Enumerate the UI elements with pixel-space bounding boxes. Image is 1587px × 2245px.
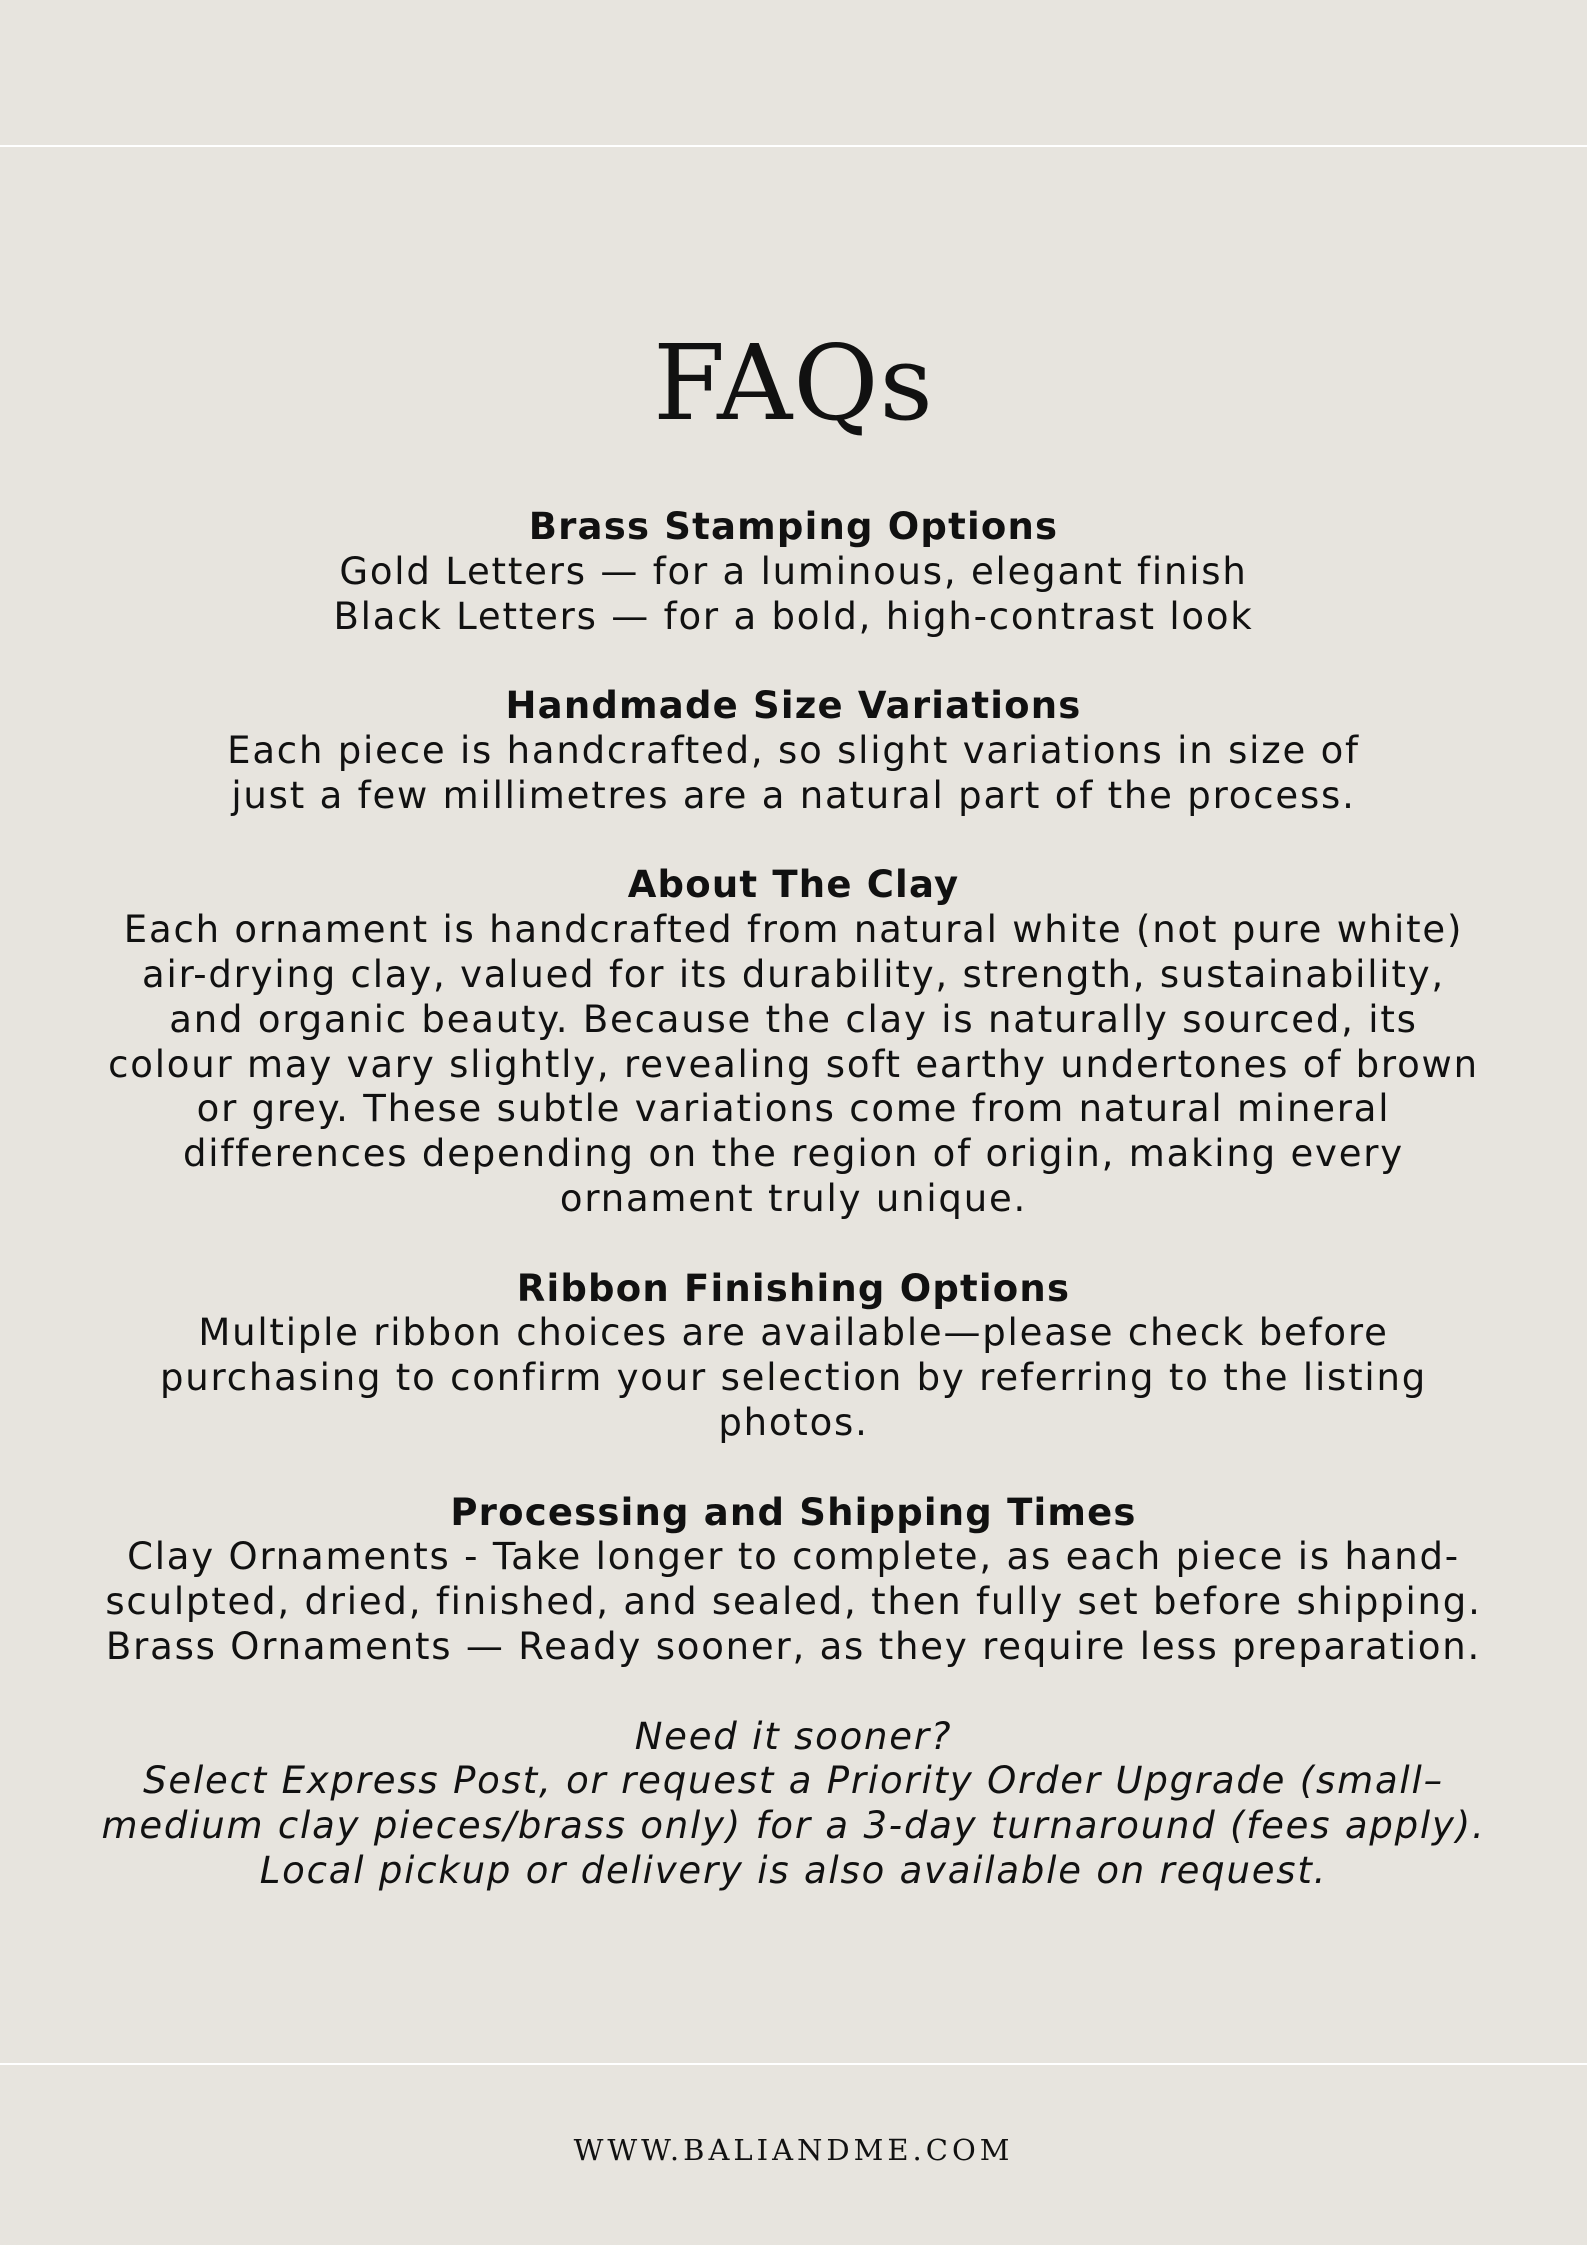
section-line: Brass Ornaments — Ready sooner, as they require less preparation. [105, 1624, 1482, 1668]
faq-content [60, 505, 1527, 1894]
note-line: Select Express Post, or request a Priority Order Upgrade (small– [143, 1759, 1444, 1803]
section-line: or grey. These subtle variations come from natural mineral [196, 1087, 1391, 1131]
section-line: Black Letters — for a bold, high-contrast look [333, 594, 1254, 638]
bottom-divider [0, 2063, 1587, 2065]
faq-section-ribbon-options [60, 1267, 1527, 1446]
section-line: photos. [718, 1400, 869, 1444]
section-line: ornament truly unique. [559, 1176, 1028, 1220]
section-line: Clay Ornaments - Take longer to complete, as each piece is hand- [127, 1535, 1460, 1579]
note-line: medium clay pieces/brass only) for a 3-day turnaround (fees apply). [101, 1804, 1486, 1848]
faq-section-processing-shipping [60, 1491, 1527, 1670]
section-heading: Handmade Size Variations [505, 684, 1082, 728]
faq-section-brass-stamping [60, 505, 1527, 639]
section-line: Gold Letters — for a luminous, elegant finish [339, 549, 1248, 593]
section-line: Multiple ribbon choices are available—please check before [198, 1311, 1389, 1355]
section-heading: Brass Stamping Options [528, 505, 1059, 548]
section-line: colour may vary slightly, revealing soft earthy undertones of brown [108, 1042, 1479, 1086]
faq-section-about-clay [60, 863, 1527, 1221]
section-line: purchasing to confirm your selection by referring to the listing [159, 1356, 1428, 1400]
note-line: Local pickup or delivery is also available on request. [259, 1848, 1328, 1892]
section-line: differences depending on the region of origin, making every [182, 1132, 1404, 1176]
faq-section-size-variations [60, 684, 1527, 818]
section-heading: Processing and Shipping Times [450, 1490, 1137, 1534]
section-line: air-drying clay, valued for its durability, strength, sustainability, [142, 952, 1445, 996]
top-divider [0, 145, 1587, 147]
section-line: Each ornament is handcrafted from natural white (not pure white) [123, 908, 1464, 952]
section-heading: About The Clay [627, 863, 960, 907]
section-line: and organic beauty. Because the clay is naturally sourced, its [169, 997, 1418, 1041]
section-line: Each piece is handcrafted, so slight variations in size of [227, 728, 1360, 772]
section-line: just a few millimetres are a natural part of the process. [231, 773, 1356, 817]
page-title: FAQs [653, 322, 934, 444]
note-line: Need it sooner? [634, 1714, 953, 1758]
section-line: sculpted, dried, finished, and sealed, then fully set before shipping. [105, 1580, 1482, 1624]
express-note [60, 1715, 1527, 1894]
section-heading: Ribbon Finishing Options [516, 1266, 1071, 1310]
footer-website: WWW.BALIANDME.COM [573, 2133, 1014, 2167]
